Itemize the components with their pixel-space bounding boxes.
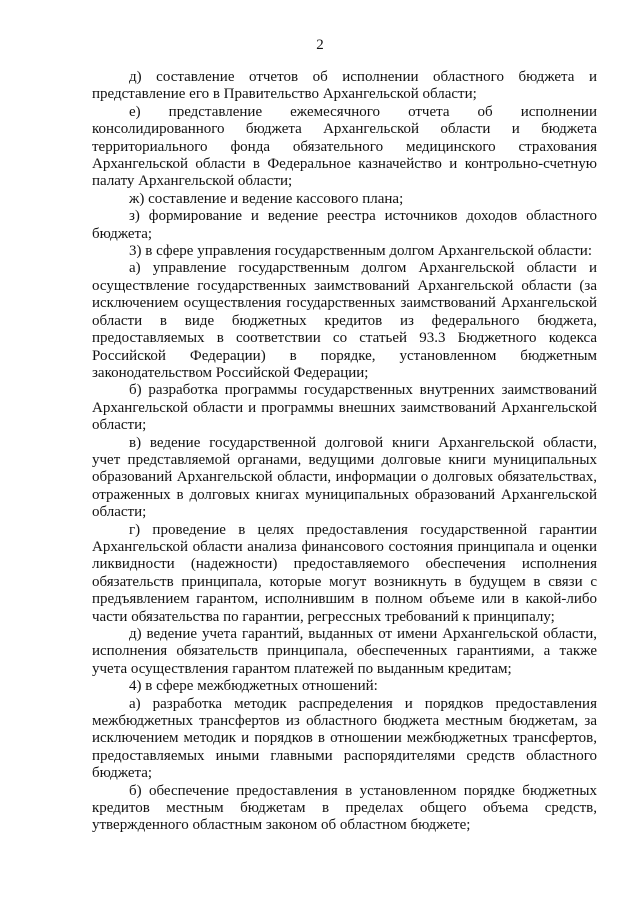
paragraph-zh-cash-plan: ж) составление и ведение кассового плана;	[129, 190, 404, 207]
paragraph-z-revenue-registry: з) формирование и ведение реестра источников доходов областного бюджета;	[92, 208, 597, 242]
paragraph-g-guarantee-analysis: г) проведение в целях предоставления государственной гарантии Архангельской области анализа финансового состояния принципала и оценки ликвидности (надежности) предоставляемого обеспечения исполнения обязательств принципала, которые могут возникнуть в будущем в связи с предъявлением гарантом, исполнившим в полном объеме или в какой-либо части обязательства по гарантии, регрессных требований к принципалу;	[92, 521, 597, 625]
document-body	[92, 69, 597, 835]
paragraph-a-transfer-methods: а) разработка методик распределения и порядков предоставления межбюджетных трансфертов из областного бюджета местным бюджетам, за исключением методик и порядков в отношении межбюджетных трансфертов, предоставляемых иными главными распорядителями средств областного бюджета;	[92, 695, 597, 782]
section-3-heading: 3) в сфере управления государственным долгом Архангельской области:	[129, 243, 593, 260]
page-number: 2	[316, 37, 324, 53]
paragraph-d-reports: д) составление отчетов об исполнении областного бюджета и представление его в Правительство Архангельской области;	[92, 69, 597, 103]
paragraph-a-debt-management: а) управление государственным долгом Архангельской области и осуществление государственных заимствований Архангельской области (за исключением осуществления государственных заимствований Архангельской области в виде бюджетных кредитов из федерального бюджета, предоставляемых в соответствии со статьей 93.3 Бюджетного кодекса Российской Федерации) в порядке, установленном бюджетным законодательством Российской Федерации;	[92, 260, 597, 381]
paragraph-d-guarantee-accounting: д) ведение учета гарантий, выданных от имени Архангельской области, исполнения обязательств принципала, обеспеченных гарантиями, а также учета осуществления гарантом платежей по выданным кредитам;	[92, 626, 597, 677]
section-4-heading: 4) в сфере межбюджетных отношений:	[129, 678, 378, 695]
paragraph-v-debt-book: в) ведение государственной долговой книги Архангельской области, учет представляемой органами, ведущими долговые книги муниципальных образований Архангельской области, информации о долговых обязательствах, отраженных в долговых книгах муниципальных образований Архангельской области;	[92, 434, 597, 521]
paragraph-b-budget-credits: б) обеспечение предоставления в установленном порядке бюджетных кредитов местным бюджетам в пределах общего объема средств, утвержденного областным законом об областном бюджете;	[92, 782, 597, 834]
paragraph-e-monthly-report: е) представление ежемесячного отчета об исполнении консолидированного бюджета Архангельской области и бюджета территориального фонда обязательного медицинского страхования Архангельской области в Федеральное казначейство и контрольно-счетную палату Архангельской области;	[92, 103, 597, 190]
paragraph-b-borrowing-programs: б) разработка программы государственных внутренних заимствований Архангельской области и программы внешних заимствований Архангельской области;	[92, 382, 597, 434]
